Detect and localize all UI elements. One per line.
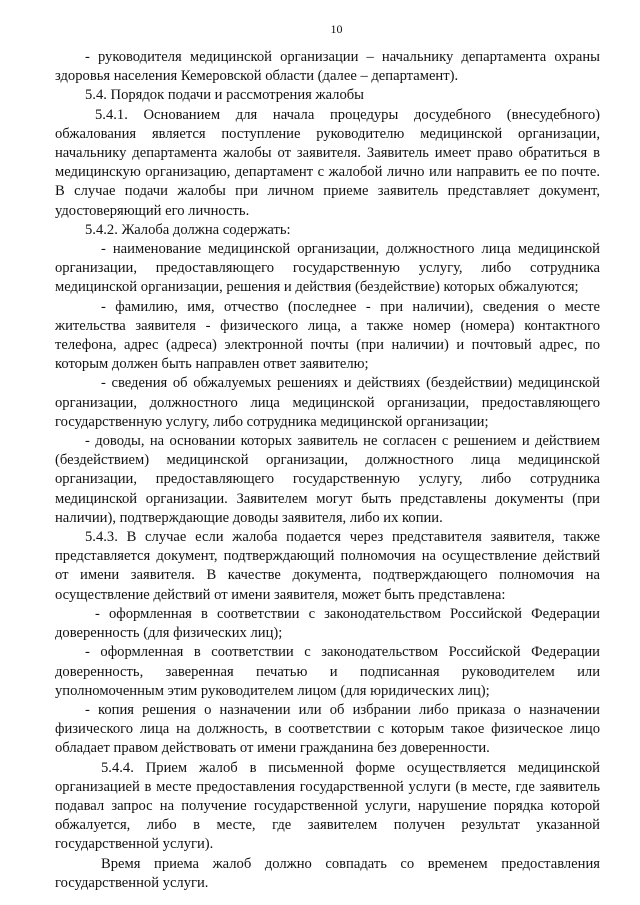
paragraph-5-4-4: 5.4.4. Прием жалоб в письменной форме осуществляется медицинской организацией в месте предоставления государственной услуги (в месте, где заявитель подавал запрос на получение государственной услуги, нарушение порядка которой обжалуется, либо в месте, где заявителем получен результат указанной государственной услуги). <box>55 759 600 853</box>
paragraph-5-4-3: 5.4.3. В случае если жалоба подается через представителя заявителя, также представляется документ, подтверждающий полномочия на осуществление действий от имени заявителя. В качестве документа, подтверждающего полномочия на осуществление действий от имени заявителя, может быть представлена: <box>55 529 600 603</box>
paragraph-5-4-2: 5.4.2. Жалоба должна содержать: <box>85 221 291 238</box>
page-number: 10 <box>330 22 343 36</box>
list-item-appealed-decisions: - сведения об обжалуемых решениях и действиях (бездействии) медицинской организации, должностного лица медицинской организации, предоставляющего государственную услугу, либо сотрудника медицинской организации; <box>55 375 600 430</box>
paragraph-5-4-1: 5.4.1. Основанием для начала процедуры досудебного (внесудебного) обжалования является поступление руководителю медицинской организации, начальнику департамента жалобы от заявителя. Заявитель имеет право обратиться в медицинскую организацию, департамент с жалобой лично или направить ее по почте. В случае подачи жалобы при личном приеме заявитель представляет документ, удостоверяющий его личность. <box>55 106 600 219</box>
section-heading-5-4: 5.4. Порядок подачи и рассмотрения жалобы <box>85 87 364 104</box>
paragraph-reception-time: Время приема жалоб должно совпадать со временем предоставления государственной услуги. <box>55 855 600 891</box>
paragraph-addressee: - руководителя медицинской организации – начальнику департамента охраны здоровья населения Кемеровской области (далее – департамент). <box>55 49 600 85</box>
list-item-power-of-attorney-individuals: - оформленная в соответствии с законодательством Российской Федерации доверенность (для физических лиц); <box>55 605 600 642</box>
list-item-applicant-details: - фамилию, имя, отчество (последнее - при наличии), сведения о месте жительства заявителя - физического лица, а также номер (номера) контактного телефона, адрес (адреса) электронной почты (при наличии) и почтовый адрес, по которым должен быть направлен ответ заявителю; <box>55 298 600 373</box>
list-item-arguments: - доводы, на основании которых заявитель не согласен с решением и действием (бездействием) медицинской организации, должностного лица медицинской организации, предоставляющего государственную услугу, либо сотрудника медицинской организации. Заявителем могут быть представлены документы (при наличии), подтверждающие доводы заявителя, либо их копии. <box>55 433 600 526</box>
list-item-power-of-attorney-legal-entities: - оформленная в соответствии с законодательством Российской Федерации доверенность, заверенная печатью и подписанная руководителем или уполномоченным этим руководителем лицом (для юридических лиц); <box>55 644 600 699</box>
list-item-appointment-decision-copy: - копия решения о назначении или об избрании либо приказа о назначении физического лица на должность, в соответствии с которым такое физическое лицо обладает правом действовать от имени гражданина без доверенности. <box>55 701 600 757</box>
list-item-organization-name: - наименование медицинской организации, должностного лица медицинской организации, предоставляющего государственную услугу, либо сотрудника медицинской организации, решения и действия (бездействие) которых обжалуются; <box>55 241 600 296</box>
